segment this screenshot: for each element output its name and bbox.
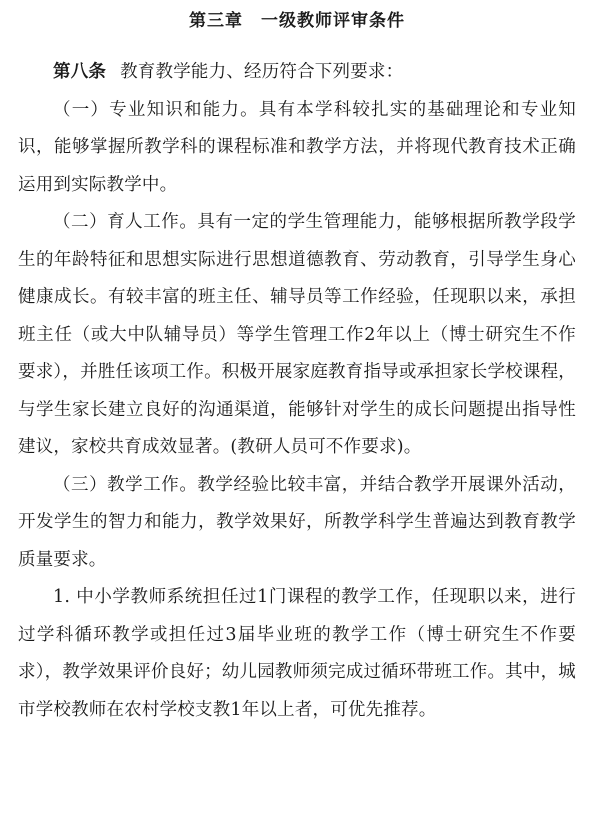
paragraph-educating-students: （二）育人工作。具有一定的学生管理能力，能够根据所教学段学生的年龄特征和思想实际进行思想道德教育、劳动教育，引导学生身心健康成长。有较丰富的班主任、辅导员等工作经验，任现职以来，承担班主任（或大中队辅导员）等学生管理工作2年以上（博士研究生不作要求），并胜任该项工作。积极开展家庭教育指导或承担家长学校课程，与学生家长建立良好的沟通渠道，能够针对学生的成长问题提出指导性建议，家校共育成效显著。(教研人员可不作要求)。 bbox=[18, 212, 576, 457]
article-label: 第八条 bbox=[53, 62, 107, 82]
chapter-title: 第三章 一级教师评审条件 bbox=[189, 11, 405, 31]
paragraph-professional-knowledge: （一）专业知识和能力。具有本学科较扎实的基础理论和专业知识，能够掌握所教学科的课程标准和教学方法，并将现代教育技术正确运用到实际教学中。 bbox=[18, 99, 576, 195]
article-intro: 教育教学能力、经历符合下列要求： bbox=[120, 62, 404, 82]
paragraph-item-1: 1. 中小学教师系统担任过1门课程的教学工作，任现职以来，进行过学科循环教学或担任过3届毕业班的教学工作（博士研究生不作要求），教学效果评价良好；幼儿园教师须完成过循环带班工作。其中，城市学校教师在农村学校支教1年以上者，可优先推荐。 bbox=[18, 587, 576, 720]
paragraph-teaching-work: （三）教学工作。教学经验比较丰富，并结合教学开展课外活动，开发学生的智力和能力，教学效果好，所教学科学生普遍达到教育教学质量要求。 bbox=[18, 474, 576, 570]
article-paragraph bbox=[18, 54, 576, 92]
